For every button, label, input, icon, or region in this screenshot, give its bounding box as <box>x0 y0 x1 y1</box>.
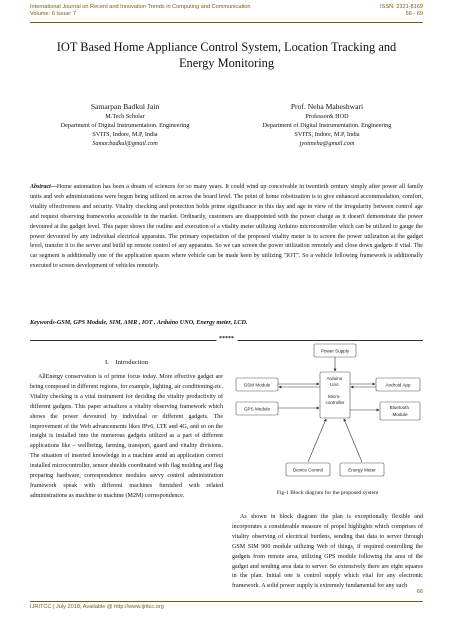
intro-body: AllEnergy conservation is of prime focus today. More effective gadget are being composed in different regions, for example, lighting, air conditioning.etc. Vitality checking is a vital instrument for deciding the vitality productivity of different gadgets. This paper actualizes a vitality observing framework which shows the power devoured by individual or different gadgets. The improvement of the Web advancements likes IPv6, LTE and 4G, and so on the insight is installed into the numerous gadgets utilized as a part of different applications like – wellbeing, farming, transport, guard and vitality divisions. The situation of inserted knowledge in a machine amid an application correct installed microcontroller, sensor shields coordinated with flag molding and flag preparing hardware, correspondence modules savvy control administration framework speak with different machines furnished with related administrations as machine to machine (M2M) correspondence. <box>30 374 223 499</box>
author-role: M.Tech Scholar <box>105 113 145 120</box>
author-role: Professor& HOD <box>305 113 349 120</box>
keywords-label: Keywords- <box>30 319 57 326</box>
keywords-text: GSM, GPS Module, SIM, AMR , IOT , Arduino UNO, Energy meter, LCD. <box>56 319 248 326</box>
arduino-label-line: Uno <box>330 382 339 387</box>
bluetooth-label-line: Bluetooth <box>389 405 410 410</box>
page-number: 66 <box>416 589 423 595</box>
section-heading: I. Introduction <box>104 359 149 366</box>
arduino-label-line: Micro- <box>327 394 341 399</box>
journal-name: International Journal on Recent and Innovation Trends in Computing and Communication <box>30 4 251 10</box>
author-institution: SVITS, Indore, M.P, India <box>294 131 360 138</box>
journal-volume: Volume: 6 Issue: 7 <box>30 11 77 17</box>
author-name: Samarpan Badkul Jain <box>90 102 160 111</box>
author-email: jyotineha@gmail.com <box>299 140 355 147</box>
abstract <box>30 183 423 272</box>
arrow-energy-meter-arduino <box>344 419 362 462</box>
running-header <box>30 4 423 28</box>
separator-stars: ***** <box>216 335 237 343</box>
footer-rule <box>30 601 423 602</box>
bluetooth-label-line: Module <box>392 412 408 417</box>
block-diagram-svg <box>232 338 423 486</box>
energy-meter-label: Energy Meter <box>348 467 376 473</box>
arduino-label-line: Arduino <box>326 376 343 381</box>
author-dept: Department of Digital Instrumentation. Engineering <box>60 122 190 129</box>
footer-text: IJRITCC | July 2018, Available @ http://www.ijritcc.org <box>30 604 164 610</box>
arduino-label-line: controller <box>325 400 345 405</box>
header-rule <box>30 22 423 23</box>
paper-title: IOT Based Home Appliance Control System, Location Tracking and Energy Monitoring <box>56 40 397 70</box>
author-email: Samar.badkul@gmail.com <box>92 140 158 147</box>
page-range: 66 - 69 <box>405 11 423 17</box>
author-name: Prof. Neha Maheshwari <box>290 102 364 111</box>
keywords <box>30 318 423 327</box>
abstract-label: Abstract— <box>30 184 57 190</box>
arrow-device-control-arduino <box>308 419 326 462</box>
right-column-body: As shown in block diagram the plan is exceptionally flexible and incorporates a considerable measure of propel highlights which comprises of vitality observing of electrical burdens, sending that data to server through GSM SIM 900 module utilizing Web of things, if required controlling the gadgets from remote area, utilizing GPS module following the area of the gadget and sending area data to server. So extensively there are eight squares in the plan. Initial one is control supply which vital for any electronic framework. A solid power supply is extremely fundamental for any such <box>232 514 423 590</box>
android-app-label: Android App <box>385 382 411 388</box>
power-supply-label: Power Supply <box>320 348 350 354</box>
gps-module-label: GPS Module <box>243 406 271 412</box>
abstract-text: Home automation has been a dream of sciences for so many years. It could wind up conceivable in twentieth century simply after power all family units and web administrations were begun being utilized on across the board level. The point of home robotization is to give enhanced accommodation, comfort, vitality effectiveness and security. Vitality checking and protection holds prime significance in this day and age in view of the irregularity between control age and request observing frameworks accessible in the market. Ordinarily, customers are disappointed with the power charge as it doesn't demonstrate the power devoured at the gadget level. This paper shows the outline and execution of a vitality meter utilizing Arduino microcontroller which can be utilized to gauge the power devoured by any individual electrical apparatus. The primary expectation of the proposed vitality meter is to screen the power utilization at the gadget level, transfer it to the server and build up remote control of any apparatus. So we can screen the power utilization remotely and close down gadgets if vital. The car segment is additionally one of the application spaces where vehicle can be made keen by utilizing "IOT". So a vehicle following framework is additionally executed to screen development of vehicles remotely. <box>30 184 423 270</box>
block-diagram <box>232 338 423 486</box>
author-block-1 <box>30 101 220 148</box>
device-control-label: Device Control <box>292 467 324 473</box>
author-dept: Department of Digital Instrumentation. Engineering <box>262 122 392 129</box>
journal-issn: ISSN: 2321-8169 <box>380 4 423 10</box>
author-institution: SVITS, Indore, M.P, India <box>92 131 158 138</box>
figure-caption: Fig-1 Block diagram for the proposed system <box>276 490 379 496</box>
gsm-module-label: GSM Module <box>243 382 271 388</box>
author-block-2 <box>232 101 422 148</box>
